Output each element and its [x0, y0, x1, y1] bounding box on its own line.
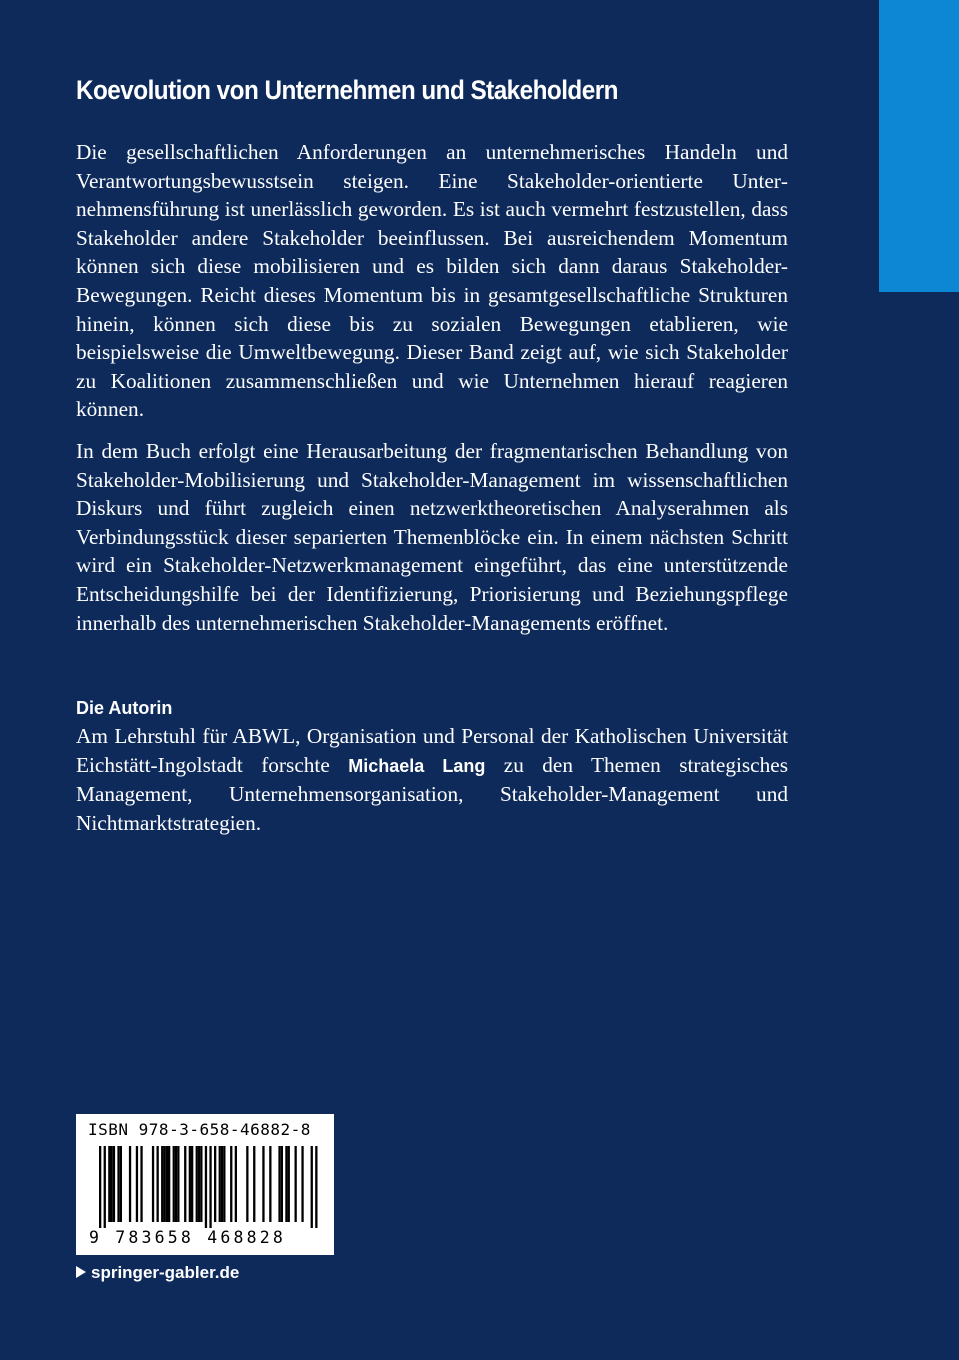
barcode-bars: [88, 1146, 322, 1228]
isbn-barcode: [76, 1114, 334, 1255]
barcode-bar: [200, 1146, 202, 1222]
barcode-bar: [219, 1146, 221, 1222]
barcode-bar: [113, 1146, 115, 1222]
barcode-bar: [166, 1146, 168, 1222]
barcode-bar: [246, 1146, 248, 1222]
author-name: Michaela Lang: [348, 755, 486, 776]
barcode-bar: [281, 1146, 283, 1222]
barcode-bar: [108, 1146, 110, 1222]
description-paragraph-2: In dem Buch erfolgt eine Herausarbeitung der fragmentarischen Behandlung von Stakeholder-Mobilisierung und Stakeholder-Management im wissenschaftlichen Diskurs und führt zugleich einen netzwerktheoretischen Analyserahmen als Verbindungsstück dieser separierten Themenblöcke ein. In einem nächsten Schritt wird ein Stakeholder-Netzwerkmanagement eingeführt, das eine unterstützende Entscheidungshilfe bei der Identifizierung, Priorisierung und Beziehungspflege innerhalb des unternehmerischen Stakeholder-Managements eröffnet.: [76, 439, 788, 635]
barcode-bar: [177, 1146, 179, 1222]
barcode-bar: [223, 1146, 225, 1222]
barcode-bar: [253, 1146, 255, 1222]
barcode-bar: [99, 1146, 101, 1228]
author-bio: [76, 722, 788, 837]
barcode-bar: [161, 1146, 163, 1222]
barcode-bar: [315, 1146, 317, 1228]
barcode-bar: [209, 1146, 211, 1228]
barcode-bar: [157, 1146, 159, 1222]
barcode-bar: [104, 1146, 106, 1228]
barcode-bar: [184, 1146, 186, 1222]
accent-tab: [879, 0, 959, 292]
publisher-link[interactable]: [76, 1262, 239, 1284]
barcode-bar: [288, 1146, 290, 1222]
barcode-bar: [295, 1146, 297, 1222]
barcode-bar: [301, 1146, 303, 1222]
barcode-bar: [175, 1146, 177, 1222]
barcode-bar: [136, 1146, 138, 1222]
triangle-arrow-icon: [76, 1266, 86, 1278]
isbn-label: ISBN 978-3-658-46882-8: [88, 1120, 311, 1139]
barcode-bar: [230, 1146, 232, 1222]
barcode-bar: [221, 1146, 223, 1222]
barcode-bar: [262, 1146, 264, 1222]
barcode-bar: [189, 1146, 191, 1222]
barcode-bar: [111, 1146, 113, 1222]
barcode-bar: [120, 1146, 122, 1222]
barcode-bar: [196, 1146, 198, 1222]
barcode-bar: [173, 1146, 175, 1222]
barcode-bar: [129, 1146, 131, 1222]
barcode-bar: [163, 1146, 165, 1222]
barcode-bar: [205, 1146, 207, 1228]
author-heading: Die Autorin: [76, 698, 173, 718]
barcode-bar: [285, 1146, 287, 1222]
description-paragraph-1: Die gesellschaftlichen Anforderungen an unternehmerisches Handeln und Verantwortungsbewusstsein steigen. Eine Stakeholder-orientierte Unternehmensführung ist unerlässlich geworden. Es ist auch vermehrt festzustellen, dass Stakeholder andere Stakeholder beeinflussen. Bei ausreichendem Momentum können sich diese mobilisieren und es bilden sich dann daraus Stakeholder-Bewegungen. Reicht dieses Momentum bis in gesamtgesellschaftliche Strukturen hinein, können sich diese bis zu sozialen Bewegungen etablieren, wie beispielsweise die Umweltbewegung. Dieser Band zeigt auf, wie sich Stakeholder zu Koalitionen zusammenschließen und wie Unternehmen hierauf reagieren können.: [76, 140, 788, 422]
barcode-bar: [311, 1146, 313, 1228]
publisher-url[interactable]: springer-gabler.de: [91, 1263, 240, 1282]
barcode-bar: [278, 1146, 280, 1222]
barcode-bar: [269, 1146, 271, 1222]
barcode-bar: [168, 1146, 170, 1222]
barcode-bar: [214, 1146, 216, 1222]
author-bio-text-after: zu den Themen strategisches Management, Unternehmensorganisation, Stakeholder-Management und Nichtmarktstrategien.: [76, 752, 789, 835]
author-bio-text-before: Am Lehrstuhl für ABWL, Organisation und Personal der Katholischen Universität Eichstätt-Ingolstadt forschte: [76, 724, 788, 777]
barcode-bar: [152, 1146, 154, 1222]
barcode-bar: [235, 1146, 237, 1222]
barcode-bar: [191, 1146, 193, 1222]
isbn-digits: 9 783658 468828: [89, 1228, 287, 1247]
barcode-bar: [140, 1146, 142, 1222]
barcode-bar: [198, 1146, 200, 1222]
book-title: Koevolution von Unternehmen und Stakeholdern: [76, 75, 618, 105]
barcode-bar: [117, 1146, 119, 1222]
